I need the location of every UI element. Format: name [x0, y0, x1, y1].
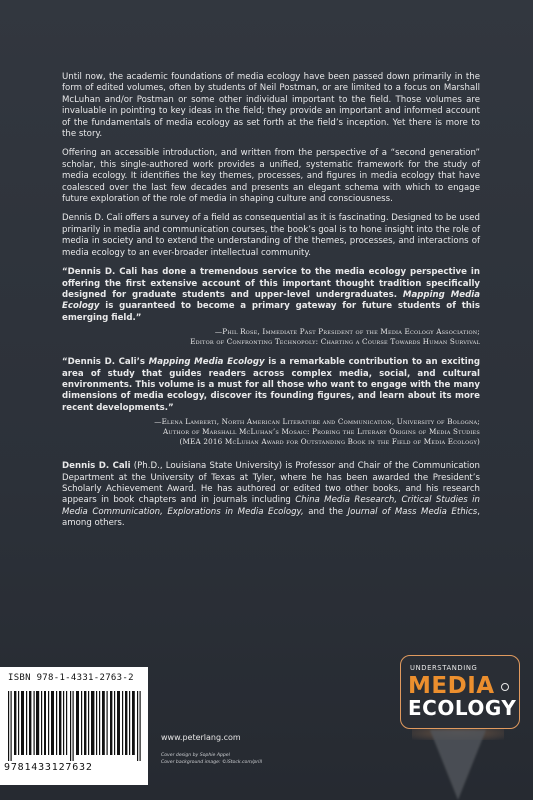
endorsement-1-attribution: —Phil Rose, Immediate Past President of the Media Ecology Association; Editor of Confronting Technopoly: Charting a Course Towards Human Survival: [190, 327, 480, 347]
cover-credits: Cover design by Sophie Appel Cover background image: ©iStock.com/prill: [161, 753, 262, 765]
book-title: Mapping Media Ecology: [148, 357, 265, 368]
barcode-icon: [6, 691, 142, 761]
blurb-paragraph-2: Offering an accessible introduction, and written from the perspective of a “second generation” scholar, this single-authored work provides a unified, systematic framework for the study of media ecology. It identifies the key themes, processes, and figures in media ecology that have coalesced over the last few decades and presents an elegant schema with which to engage future exploration of the role of media in shaping culture and consciousness.: [62, 148, 480, 205]
series-ecology-text: ECOLOGY: [408, 696, 517, 720]
circle-icon: [501, 683, 509, 691]
series-logo: [392, 652, 532, 800]
endorsement-1: [62, 267, 480, 347]
endorsement-2-attribution: —Elena Lamberti, North American Literature and Communication, University of Bologna; Author of Marshall McLuhan’s Mosaic: Probing the Literary Origins of Media Studies (MEA 2016 McLuhan Award for Outstanding Book in the Field of Media Ecology): [154, 417, 480, 447]
author-bio: Dennis D. Cali (Ph.D., Louisiana State University) is Professor and Chair of the Communication Department at the University of Texas at Tyler, where he has been awarded the President’s Scholarly Achievement Award. He has authored or edited two other books, and his research appears in book chapters and in journals including China Media Research, Critical Studies in Media Communication, Explorations in Media Ecology, and the Journal of Mass Media Ethics, among others.: [62, 461, 480, 529]
isbn-label: ISBN 978-1-4331-2763-2: [8, 673, 134, 683]
book-title: Mapping Media Ecology: [62, 289, 480, 312]
blurb-paragraph-1: Until now, the academic foundations of media ecology have been passed down primarily in the form of edited volumes, often by students of Neil Postman, or are limited to a focus on Marshall McLuhan and/or Postman or some other individual important to the field. Those volumes are invaluable in pointing to key ideas in the field; they provide an important and informed account of the fundamentals of media ecology as set forth at the field’s inception. Yet there is more to the story.: [62, 72, 480, 140]
endorsement-2: [62, 357, 480, 447]
series-media-text: MEDIA: [408, 673, 495, 699]
author-name: Dennis D. Cali: [62, 461, 131, 472]
endorsement-1-text: “Dennis D. Cali has done a tremendous service to the media ecology perspective in offering the first extensive account of this important thought tradition specifically designed for graduate students and upper-level undergraduates. Mapping Media Ecology is guaranteed to become a primary gateway for future students of this emerging field.”: [62, 267, 480, 323]
series-top-text: UNDERSTANDING: [410, 664, 478, 672]
barcode-panel: [0, 667, 148, 785]
publisher-url: www.peterlang.com: [161, 733, 241, 742]
barcode-digits: 9781433127632: [4, 762, 93, 773]
map-pin-icon: [430, 730, 486, 800]
endorsement-2-text: “Dennis D. Cali’s Mapping Media Ecology is a remarkable contribution to an exciting area of study that guides readers across complex media, social, and cultural environments. This volume is a must for all those who want to engage with the many dimensions of media ecology, discover its founding figures, and learn about its more recent developments.”: [62, 357, 480, 413]
blurb: [62, 72, 480, 530]
series-badge: [400, 655, 520, 729]
blurb-paragraph-3: Dennis D. Cali offers a survey of a field as consequential as it is fascinating. Designed to be used primarily in media and communication courses, the book’s goal is to hone insight into the role of media in society and to extend the understanding of the themes, processes, and interactions of media ecology to an ever-broader intellectual community.: [62, 213, 480, 258]
